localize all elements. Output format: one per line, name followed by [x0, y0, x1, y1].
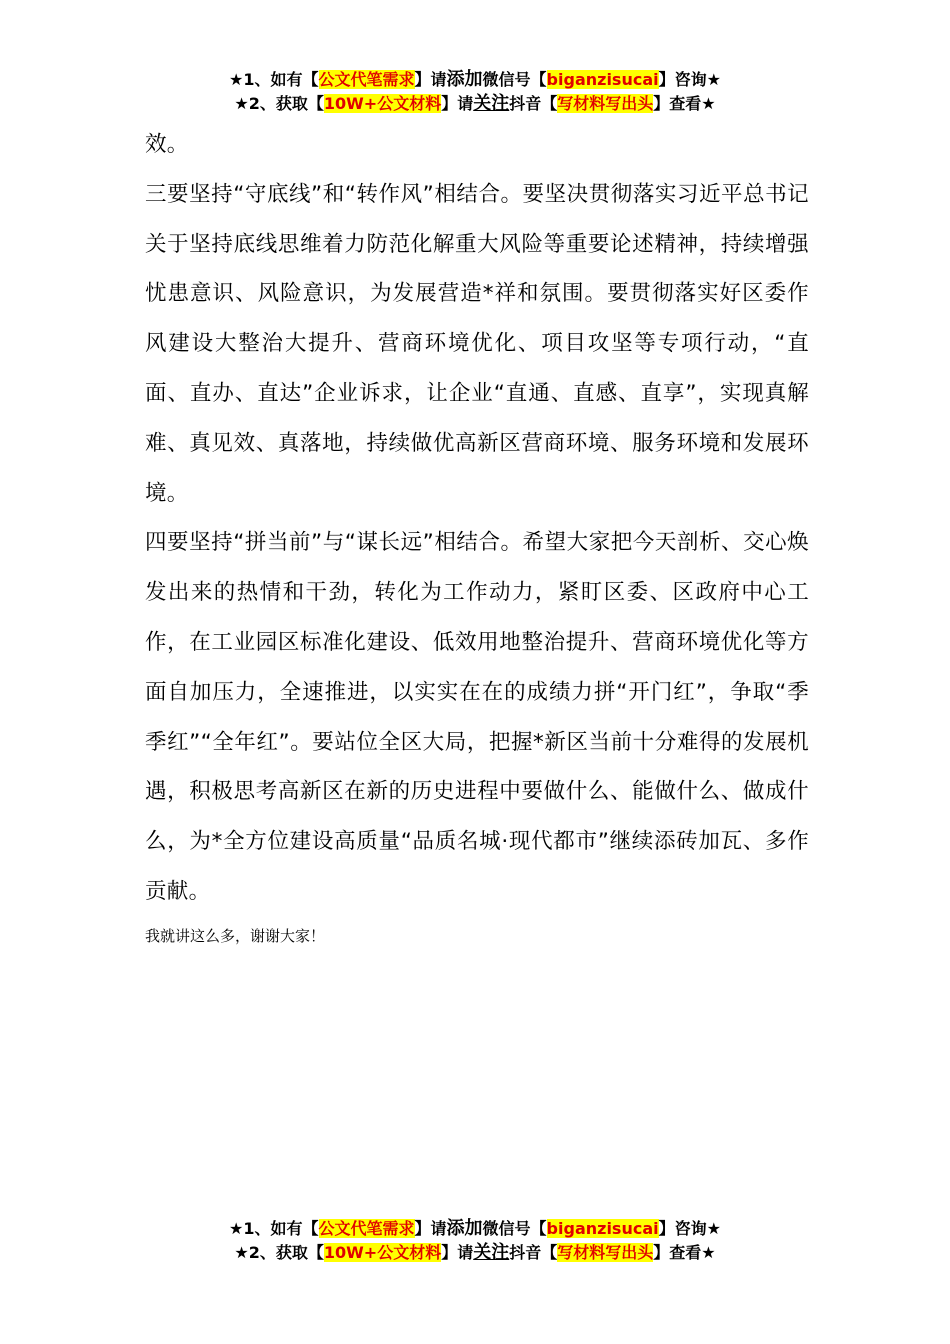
banner-highlight-wechat-id: biganzisucai [546, 70, 659, 89]
banner-line-1 [0, 68, 950, 92]
closing-remark: 我就讲这么多，谢谢大家！ [145, 926, 326, 945]
banner-highlight-service: 公文代笔需求 [318, 1219, 415, 1238]
banner-highlight-wechat-id: biganzisucai [546, 1219, 659, 1238]
footer-banner [0, 1217, 950, 1265]
banner-line-1 [0, 1217, 950, 1241]
banner-text: ★1、如有【 [229, 1219, 319, 1238]
banner-text: 微信号【 [482, 70, 547, 89]
banner-highlight-douyin: 写材料写出头 [557, 94, 654, 113]
banner-text: 抖音【 [509, 94, 558, 113]
banner-highlight-douyin: 写材料写出头 [557, 1243, 654, 1262]
banner-text: 】请 [441, 1243, 474, 1262]
paragraph: 三要坚持“守底线”和“转作风”相结合。要坚决贯彻落实习近平总书记关于坚持底线思维着力防范化解重大风险等重要论述精神，持续增强忧患意识、风险意识，为发展营造*祥和氛围。要贯彻落实好区委作风建设大整治大提升、营商环境优化、项目攻坚等专项行动，“直面、直办、直达”企业诉求，让企业“直通、直感、直享”，实现真解难、真见效、真落地，持续做优高新区营商环境、服务环境和发展环境。 [145, 181, 809, 506]
header-banner [0, 68, 950, 116]
banner-text: 微信号【 [482, 1219, 547, 1238]
banner-text: ★1、如有【 [229, 70, 319, 89]
banner-highlight-materials: 10W+公文材料 [323, 94, 442, 113]
banner-highlight-service: 公文代笔需求 [318, 70, 415, 89]
document-body [145, 120, 809, 949]
banner-emphasis: 关注 [473, 93, 510, 114]
banner-text: 】查看★ [653, 94, 716, 113]
banner-emphasis: 关注 [473, 1242, 510, 1263]
paragraph: 四要坚持“拼当前”与“谋长远”相结合。希望大家把今天剖析、交心焕发出来的热情和干劲，转化为工作动力，紧盯区委、区政府中心工作，在工业园区标准化建设、低效用地整治提升、营商环境优化等方面自加压力，全速推进，以实实在在的成绩力拼“开门红”，争取“季季红”“全年红”。要站位全区大局，把握*新区当前十分难得的发展机遇，积极思考高新区在新的历史进程中要做什么、能做什么、做成什么，为*全方位建设高质量“品质名城·现代都市”继续添砖加瓦、多作贡献。 [145, 530, 809, 904]
banner-text: 】请 [414, 1219, 447, 1238]
banner-line-2 [0, 92, 950, 116]
banner-emphasis: 添加 [446, 1218, 483, 1239]
banner-text: ★2、获取【 [234, 94, 324, 113]
banner-text: 】请 [441, 94, 474, 113]
banner-highlight-materials: 10W+公文材料 [323, 1243, 442, 1262]
paragraph: 效。 [145, 132, 189, 157]
banner-text: 】请 [414, 70, 447, 89]
banner-text: 】咨询★ [658, 70, 721, 89]
banner-emphasis: 添加 [446, 69, 483, 90]
banner-text: 】查看★ [653, 1243, 716, 1262]
banner-line-2 [0, 1241, 950, 1265]
banner-text: ★2、获取【 [234, 1243, 324, 1262]
banner-text: 】咨询★ [658, 1219, 721, 1238]
banner-text: 抖音【 [509, 1243, 558, 1262]
